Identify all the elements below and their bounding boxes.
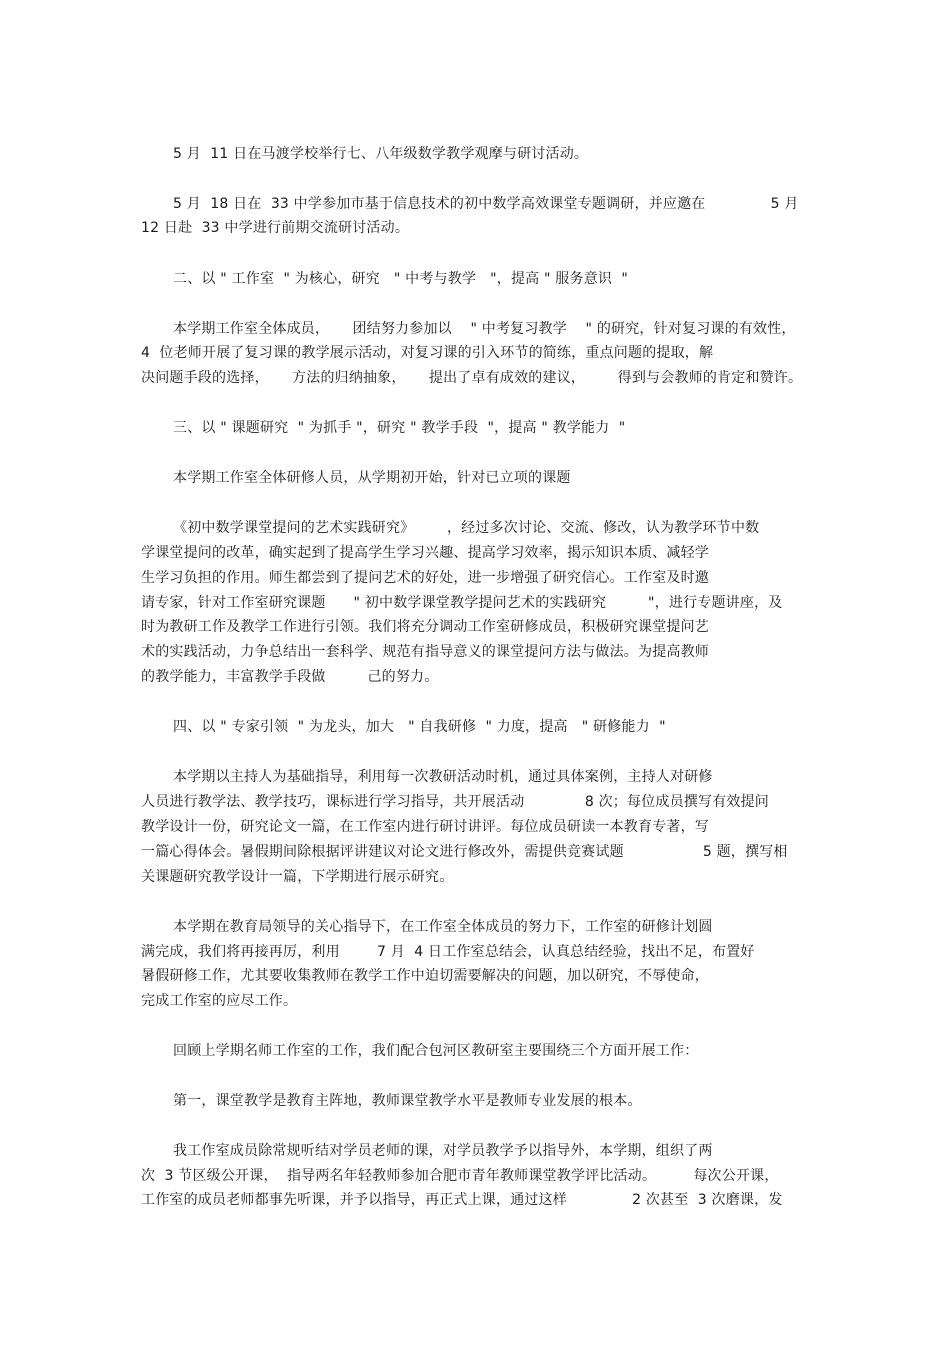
paragraph-may-18-line: 12 日赴 33 中学进行前期交流研讨活动。: [141, 220, 410, 236]
paragraph-may-18-line: 5 月 18 日在 33 中学参加市基于信息技术的初中数学高效课堂专题调研，并应邀在 5 月: [173, 196, 799, 212]
paragraph-exam-review-line: 本学期工作室全体成员， 团结努力参加以 " 中考复习教学 " 的研究，针对复习课的有效性，: [173, 321, 796, 337]
paragraph-open-class-line: 我工作室成员除常规听结对学员老师的课，对学员教学予以指导外，本学期，组织了两: [173, 1143, 713, 1159]
paragraph-exam-review-line: 决问题手段的选择， 方法的归纳抽象， 提出了卓有成效的建议， 得到与会教师的肯定和赞许。: [141, 370, 803, 386]
heading-section-3-line: 三、以 " 课题研究 " 为抓手 "，研究 " 教学手段 "，提高 " 教学能力 ": [173, 420, 626, 436]
paragraph-research-topic-line: 术的实践活动，力争总结出一套科学、规范有指导意义的课堂提问方法与做法。为提高教师: [141, 644, 709, 660]
paragraph-may-11-line: 5 月 11 日在马渡学校举行七、八年级数学教学观摩与研讨活动。: [173, 146, 589, 162]
paragraph-research-intro-line: 本学期工作室全体研修人员，从学期初开始，针对已立项的课题: [173, 470, 571, 486]
paragraph-research-topic-line: 学课堂提问的改革，确实起到了提高学生学习兴趣、提高学习效率，揭示知识本质、减轻学: [141, 545, 709, 561]
paragraph-research-topic-line: 生学习负担的作用。师生都尝到了提问艺术的好处，进一步增强了研究信心。工作室及时邀: [141, 570, 709, 586]
paragraph-research-topic-line: 《初中数学课堂提问的艺术实践研究》 ，经过多次讨论、交流、修改，认为教学环节中数: [173, 520, 760, 536]
paragraph-summary-line: 本学期在教育局领导的关心指导下，在工作室全体成员的努力下，工作室的研修计划圆: [173, 919, 713, 935]
paragraph-expert-guidance-line: 一篇心得体会。暑假期间除根据评讲建议对论文进行修改外，需提供竞赛试题 5 题，撰写相: [141, 844, 788, 860]
paragraph-summary-line: 满完成，我们将再接再厉，利用 7 月 4 日工作室总结会，认真总结经验，找出不足，布置好: [141, 944, 755, 960]
paragraph-expert-guidance-line: 教学设计一份，研究论文一篇，在工作室内进行研讨讲评。每位成员研读一本教育专著，写: [141, 819, 709, 835]
paragraph-expert-guidance-line: 本学期以主持人为基础指导，利用每一次教研活动时机，通过具体案例，主持人对研修: [173, 769, 713, 785]
paragraph-research-topic-line: 的教学能力，丰富教学手段做 己的努力。: [141, 669, 439, 685]
paragraph-exam-review-line: 4 位老师开展了复习课的教学展示活动，对复习课的引入环节的简练，重点问题的提取，解: [141, 345, 714, 361]
paragraph-review-line: 回顾上学期名师工作室的工作，我们配合包河区教研室主要围绕三个方面开展工作：: [173, 1043, 699, 1059]
paragraph-research-topic-line: 请专家，针对工作室研究课题 " 初中数学课堂教学提问艺术的实践研究 "，进行专题讲座，及: [141, 595, 783, 611]
paragraph-expert-guidance-line: 关课题研究教学设计一篇，下学期进行展示研究。: [141, 869, 454, 885]
paragraph-expert-guidance-line: 人员进行教学法、教学技巧，课标进行学习指导，共开展活动 8 次；每位成员撰写有效提问: [141, 794, 770, 810]
paragraph-open-class-line: 工作室的成员老师都事先听课，并予以指导，再正式上课，通过这样 2 次甚至 3 次磨课，发: [141, 1192, 783, 1208]
paragraph-research-topic-line: 时为教研工作及教学工作进行引领。我们将充分调动工作室研修成员，积极研究课堂提问艺: [141, 619, 709, 635]
paragraph-summary-line: 暑假研修工作，尤其要收集教师在教学工作中迫切需要解决的问题，加以研究，不辱使命，: [141, 968, 709, 984]
heading-section-2-line: 二、以 " 工作室 " 为核心，研究 " 中考与教学 "，提高 " 服务意识 ": [173, 271, 629, 287]
paragraph-summary-line: 完成工作室的应尽工作。: [141, 993, 298, 1009]
paragraph-open-class-line: 次 3 节区级公开课， 指导两名年轻教师参加合肥市青年教师课堂教学评比活动。 每次公开课，: [141, 1168, 779, 1184]
paragraph-first-line: 第一，课堂教学是教育主阵地，教师课堂教学水平是教师专业发展的根本。: [173, 1093, 642, 1109]
heading-section-4-line: 四、以 " 专家引领 " 为龙头，加大 " 自我研修 " 力度，提高 " 研修能力 ": [173, 719, 666, 735]
